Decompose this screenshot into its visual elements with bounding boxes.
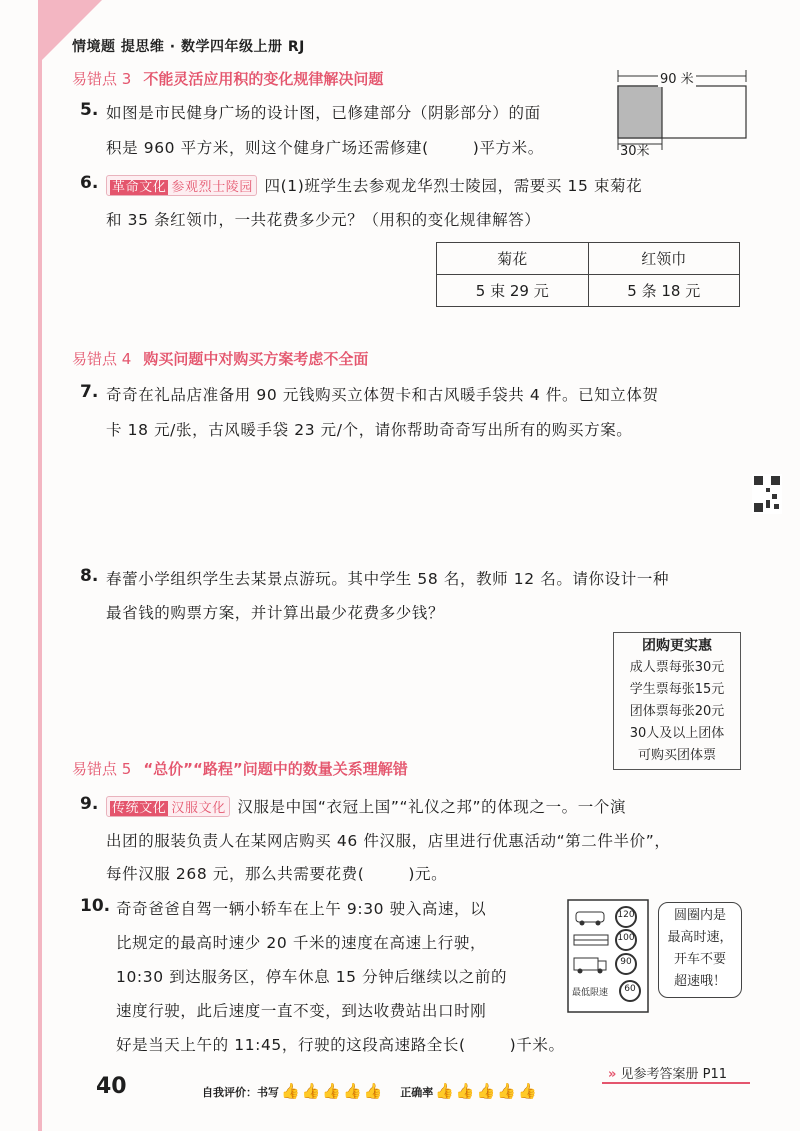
table-cell-1: 5 束 29 元 — [437, 275, 589, 307]
tag-category: 革命文化 — [112, 180, 167, 195]
self-evaluation — [202, 1082, 551, 1100]
question-number-9: 9. — [80, 794, 99, 814]
section-text: “总价”“路程”问题中的数量关系理解错 — [143, 760, 408, 778]
q8-line-1: 春蕾小学组织学生去某景点游玩。其中学生 58 名，教师 12 名。请你设计一种 — [106, 570, 670, 588]
q5-text-a: 积是 960 平方米，则这个健身广场还需修建( — [106, 139, 429, 157]
bubble-line: 最高时速， — [667, 930, 733, 945]
q10-line-4: 速度行驶，此后速度一直不变，到达收费站出口时刚 — [116, 1002, 487, 1020]
q9-text-a: 每件汉服 268 元，那么共需要花费( — [106, 865, 365, 883]
page-header: 情境题 提思维 · 数学四年级上册 RJ — [72, 39, 305, 55]
question-number-8: 8. — [80, 566, 99, 586]
q5-line-2 — [106, 136, 544, 158]
section-label: 易错点 5 — [72, 760, 132, 778]
culture-tag — [106, 175, 257, 196]
q5-fig-top-label: 90 米 — [658, 68, 696, 87]
q9-line-3 — [106, 862, 447, 884]
q7-line-1: 奇奇在礼品店准备用 90 元钱购买立体贺卡和古风暖手袋共 4 件。已知立体贺 — [106, 386, 659, 404]
section-text: 购买问题中对购买方案考虑不全面 — [143, 350, 369, 368]
section-title-3 — [72, 68, 383, 89]
bubble-line: 开车不要 — [673, 952, 726, 967]
speed-sign-1: 120 — [617, 910, 635, 920]
reference-text: 见参考答案册 P11 — [620, 1067, 728, 1082]
page-number: 40 — [96, 1074, 127, 1099]
accuracy-label: 正确率 — [400, 1086, 434, 1099]
bubble-line: 超速哦！ — [673, 974, 726, 989]
speed-sign-2: 100 — [617, 933, 635, 943]
section-title-4 — [72, 348, 368, 369]
q10-line-3: 10:30 到达服务区，停车休息 15 分钟后继续以之前的 — [116, 968, 508, 986]
bubble-line: 圆圈内是 — [673, 908, 726, 923]
promo-line: 可购买团体票 — [637, 748, 716, 763]
q7-line-2: 卡 18 元/张，古风暖手袋 23 元/个，请你帮助奇奇写出所有的购买方案。 — [106, 421, 633, 439]
q8-line-2: 最省钱的购票方案，并计算出最少花费多少钱？ — [106, 604, 445, 622]
page-border — [38, 0, 42, 1131]
promo-line: 成人票每张30元 — [629, 660, 725, 675]
promo-title: 团购更实惠 — [642, 638, 712, 654]
built-area — [618, 86, 662, 138]
q6-line-2: 和 35 条红领巾，一共花费多少元？（用积的变化规律解答） — [106, 211, 541, 229]
tag-topic: 汉服文化 — [171, 801, 226, 816]
q10-line-5 — [116, 1033, 565, 1055]
q10-text-b: )千米。 — [509, 1036, 565, 1054]
q6-text: 四(1)班学生去参观龙华烈士陵园，需要买 15 束菊花 — [264, 177, 643, 195]
culture-tag — [106, 796, 230, 817]
group-discount-box — [613, 632, 741, 770]
question-number-10: 10. — [80, 896, 111, 916]
thumbs-up-icon[interactable]: 👍👍👍👍👍 — [435, 1082, 539, 1100]
tag-topic: 参观烈士陵园 — [171, 180, 254, 195]
table-header-1: 菊花 — [437, 243, 589, 275]
q6-price-table — [436, 242, 740, 307]
speed-sign-3: 90 — [620, 957, 632, 967]
promo-line: 学生票每张15元 — [629, 682, 725, 697]
double-arrow-icon: » — [608, 1067, 617, 1082]
q9-text-b: )元。 — [408, 865, 448, 883]
table-header-2: 红领巾 — [588, 243, 740, 275]
section-label: 易错点 3 — [72, 70, 132, 88]
q9-text: 汉服是中国“衣冠上国”“礼仪之邦”的体现之一。一个演 — [237, 798, 627, 816]
promo-line: 团体票每张20元 — [629, 704, 725, 719]
q9-line-2: 出团的服装负责人在某网店购买 46 件汉服，店里进行优惠活动“第二件半价”， — [106, 832, 671, 850]
q5-text-b: )平方米。 — [472, 139, 544, 157]
q5-line-1: 如图是市民健身广场的设计图，已修建部分（阴影部分）的面 — [106, 104, 541, 122]
q10-line-1: 奇奇爸爸自驾一辆小轿车在上午 9:30 驶入高速，以 — [116, 900, 487, 918]
eval-label: 自我评价：书写 — [202, 1086, 279, 1099]
tag-category: 传统文化 — [112, 801, 167, 816]
section-label: 易错点 4 — [72, 350, 132, 368]
speech-bubble — [658, 902, 742, 998]
min-speed-label: 最低限速 — [572, 988, 609, 998]
speed-sign-4: 60 — [624, 984, 636, 994]
thumbs-up-icon[interactable]: 👍👍👍👍👍 — [281, 1082, 385, 1100]
footer-divider — [602, 1082, 750, 1084]
question-number-7: 7. — [80, 382, 99, 402]
table-cell-2: 5 条 18 元 — [588, 275, 740, 307]
q9-line-1 — [106, 795, 626, 817]
answer-reference — [608, 1063, 727, 1082]
question-number-5: 5. — [80, 100, 99, 120]
question-number-6: 6. — [80, 173, 99, 193]
q5-fig-bottom-label: 30米 — [620, 144, 650, 159]
section-text: 不能灵活应用积的变化规律解决问题 — [143, 70, 384, 88]
qr-code-icon — [752, 474, 782, 514]
q10-line-2: 比规定的最高时速少 20 千米的速度在高速上行驶， — [116, 934, 487, 952]
q6-line-1 — [106, 174, 642, 196]
promo-line: 30人及以上团体 — [629, 726, 725, 741]
q10-text-a: 好是当天上午的 11:45，行驶的这段高速路全长( — [116, 1036, 466, 1054]
section-title-5 — [72, 758, 408, 779]
